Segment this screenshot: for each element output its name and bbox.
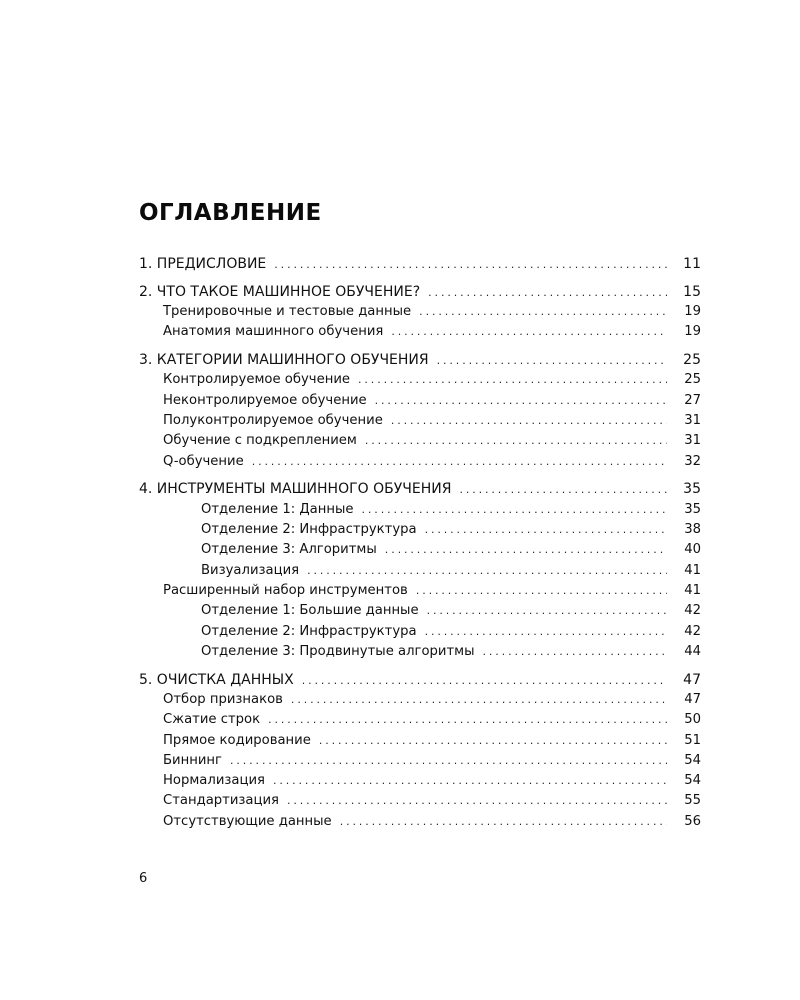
toc-dot-leader: [268, 710, 667, 730]
toc-dot-leader: [365, 431, 667, 451]
toc-dot-leader: [302, 671, 667, 691]
toc-dot-leader: [391, 411, 667, 431]
toc-entry-title: Сжатие строк: [163, 712, 261, 728]
toc-section-entry: [139, 690, 701, 710]
toc-dot-leader: [428, 283, 667, 303]
toc-entry-title: Отделение 2: Инфраструктура: [201, 623, 417, 639]
page-title: ОГЛАВЛЕНИЕ: [139, 200, 322, 226]
toc-chapter-entry: [139, 479, 701, 499]
toc-section-entry: [139, 302, 701, 322]
toc-section-entry: [139, 642, 701, 662]
toc-entry-page: 25: [683, 352, 701, 369]
toc-section-entry: [139, 452, 701, 472]
toc-entry-title: Полуконтролируемое обучение: [163, 413, 383, 429]
toc-entry-title: Прямое кодирование: [163, 732, 311, 748]
toc-entry-page: 27: [684, 392, 701, 408]
toc-dot-leader: [230, 751, 667, 771]
toc-dot-leader: [425, 622, 667, 642]
toc-entry-title: 3. КАТЕГОРИИ МАШИННОГО ОБУЧЕНИЯ: [139, 352, 429, 369]
toc-entry-title: Отсутствующие данные: [163, 813, 332, 829]
toc-entry-title: Обучение с подкреплением: [163, 433, 357, 449]
toc-entry-page: 54: [684, 773, 701, 789]
table-of-contents: [139, 254, 701, 832]
toc-entry-page: 31: [684, 433, 701, 449]
toc-entry-page: 41: [684, 562, 701, 578]
toc-entry-title: Отделение 1: Данные: [201, 501, 354, 517]
toc-entry-page: 42: [684, 603, 701, 619]
toc-entry-title: 5. ОЧИСТКА ДАННЫХ: [139, 671, 294, 688]
toc-dot-leader: [358, 370, 667, 390]
toc-section-entry: [139, 520, 701, 540]
toc-dot-leader: [362, 500, 667, 520]
toc-section-entry: [139, 751, 701, 771]
toc-entry-title: Контролируемое обучение: [163, 372, 351, 388]
toc-section-entry: [139, 812, 701, 832]
toc-dot-leader: [416, 581, 667, 601]
toc-entry-page: 19: [684, 304, 701, 320]
toc-entry-title: Тренировочные и тестовые данные: [163, 304, 412, 320]
toc-section-entry: [139, 731, 701, 751]
toc-entry-page: 42: [684, 623, 701, 639]
toc-dot-leader: [252, 452, 667, 472]
toc-section-entry: [139, 601, 701, 621]
toc-entry-page: 31: [684, 413, 701, 429]
toc-section-entry: [139, 500, 701, 520]
toc-dot-leader: [319, 731, 667, 751]
toc-section-entry: [139, 540, 701, 560]
toc-dot-leader: [425, 520, 667, 540]
toc-entry-title: Отбор признаков: [163, 691, 283, 707]
toc-entry-title: Отделение 2: Инфраструктура: [201, 522, 417, 538]
toc-entry-page: 55: [684, 793, 701, 809]
toc-entry-page: 32: [684, 453, 701, 469]
toc-dot-leader: [273, 771, 667, 791]
toc-entry-page: 47: [683, 671, 701, 688]
toc-dot-leader: [307, 561, 667, 581]
toc-section-entry: [139, 791, 701, 811]
toc-entry-page: 15: [683, 283, 701, 300]
toc-entry-title: Расширенный набор инструментов: [163, 582, 408, 598]
toc-entry-title: Отделение 3: Алгоритмы: [201, 542, 377, 558]
toc-entry-page: 47: [684, 691, 701, 707]
toc-entry-title: 2. ЧТО ТАКОЕ МАШИННОЕ ОБУЧЕНИЕ?: [139, 283, 421, 300]
toc-entry-title: Отделение 3: Продвинутые алгоритмы: [201, 643, 475, 659]
toc-section-entry: [139, 771, 701, 791]
toc-section-entry: [139, 710, 701, 730]
toc-section-entry: [139, 581, 701, 601]
toc-dot-leader: [419, 302, 667, 322]
toc-entry-page: 19: [684, 324, 701, 340]
toc-dot-leader: [375, 391, 667, 411]
toc-section-entry: [139, 431, 701, 451]
toc-entry-title: 4. ИНСТРУМЕНТЫ МАШИННОГО ОБУЧЕНИЯ: [139, 481, 452, 498]
toc-chapter-entry: [139, 670, 701, 690]
toc-dot-leader: [437, 351, 667, 371]
toc-section-entry: [139, 622, 701, 642]
toc-entry-page: 35: [683, 481, 701, 498]
toc-entry-title: Визуализация: [201, 562, 300, 578]
toc-section-entry: [139, 391, 701, 411]
toc-entry-title: 1. ПРЕДИСЛОВИЕ: [139, 256, 267, 272]
toc-dot-leader: [427, 601, 667, 621]
toc-entry-title: Нормализация: [163, 773, 265, 789]
toc-entry-title: Стандартизация: [163, 793, 279, 809]
toc-chapter-entry: [139, 254, 701, 274]
toc-entry-title: Биннинг: [163, 752, 222, 768]
toc-entry-page: 41: [684, 582, 701, 598]
toc-section-entry: [139, 370, 701, 390]
toc-dot-leader: [340, 812, 667, 832]
toc-entry-page: 51: [684, 732, 701, 748]
toc-entry-page: 44: [684, 643, 701, 659]
toc-entry-page: 56: [684, 813, 701, 829]
toc-dot-leader: [459, 480, 667, 500]
toc-entry-page: 40: [684, 542, 701, 558]
toc-dot-leader: [287, 791, 667, 811]
toc-entry-page: 54: [684, 752, 701, 768]
toc-entry-title: Отделение 1: Большие данные: [201, 603, 419, 619]
toc-entry-title: Анатомия машинного обучения: [163, 324, 384, 340]
toc-chapter-entry: [139, 350, 701, 370]
toc-entry-title: Неконтролируемое обучение: [163, 392, 367, 408]
toc-section-entry: [139, 411, 701, 431]
toc-section-entry: [139, 322, 701, 342]
toc-section-entry: [139, 561, 701, 581]
toc-entry-page: 50: [684, 712, 701, 728]
toc-entry-page: 11: [683, 256, 701, 272]
page-number: 6: [139, 871, 148, 886]
toc-entry-page: 38: [684, 522, 701, 538]
toc-chapter-entry: [139, 282, 701, 302]
toc-entry-page: 25: [684, 372, 701, 388]
toc-dot-leader: [391, 322, 667, 342]
toc-dot-leader: [483, 642, 668, 662]
toc-entry-title: Q-обучение: [163, 453, 244, 469]
toc-entry-page: 35: [684, 501, 701, 517]
toc-dot-leader: [274, 255, 667, 275]
toc-dot-leader: [385, 540, 667, 560]
toc-dot-leader: [291, 690, 667, 710]
